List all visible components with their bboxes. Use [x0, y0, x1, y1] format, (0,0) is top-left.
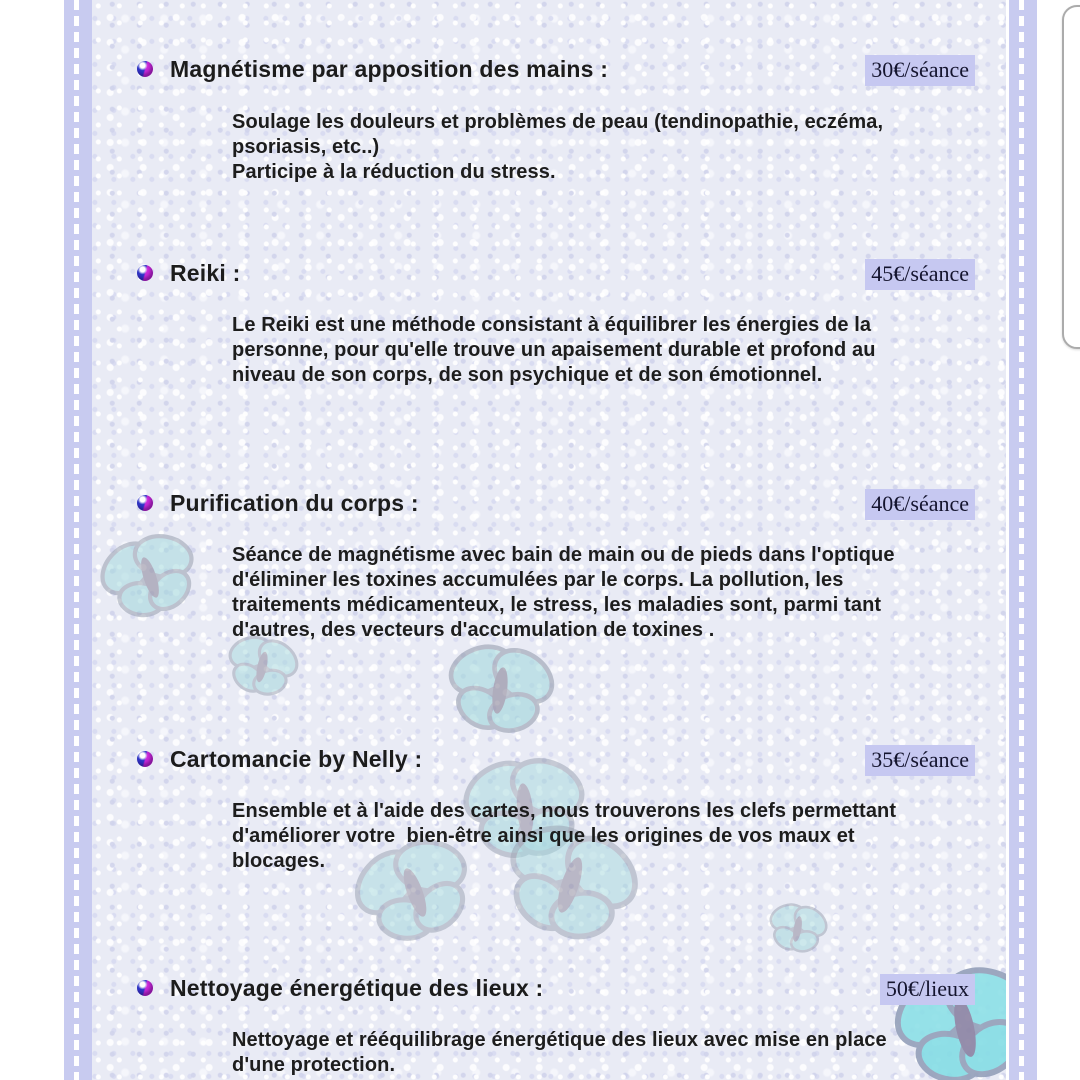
service-description-line: blocages. [232, 850, 326, 872]
service-description-line: d'une protection. [232, 1054, 396, 1076]
service-description-line: Séance de magnétisme avec bain de main ou de pieds dans l'optique [232, 544, 895, 566]
gem-bullet-icon [137, 61, 153, 77]
service-description [232, 110, 883, 185]
service-description-line: Le Reiki est une méthode consistant à équilibrer les énergies de la [232, 314, 872, 336]
butterfly-icon [92, 515, 217, 639]
service-description-line: d'éliminer les toxines accumulées par le corps. La pollution, les [232, 569, 844, 591]
service-row-nettoyage [92, 975, 1006, 1009]
service-row-reiki [92, 260, 1006, 294]
price-badge: 50€/lieux [880, 974, 975, 1005]
gem-bullet-icon [137, 265, 153, 281]
gem-bullet-icon [137, 751, 153, 767]
page-content [92, 0, 1006, 1080]
service-row-magnetisme [92, 56, 1006, 90]
butterfly-icon [760, 895, 834, 963]
service-description-line: Nettoyage et rééquilibrage énergétique des lieux avec mise en place [232, 1029, 887, 1051]
service-row-cartomancie [92, 746, 1006, 780]
price-badge: 40€/séance [865, 489, 975, 520]
service-description-line: d'autres, des vecteurs d'accumulation de toxines . [232, 619, 715, 641]
service-description [232, 313, 876, 388]
price-badge: 30€/séance [865, 55, 975, 86]
service-description-line: niveau de son corps, de son psychique et de son émotionnel. [232, 364, 823, 386]
service-description-line: d'améliorer votre bien-être ainsi que les origines de vos maux et [232, 825, 855, 847]
service-heading: Nettoyage énergétique des lieux : [170, 975, 544, 1001]
gem-bullet-icon [137, 980, 153, 996]
service-description [232, 1028, 887, 1078]
service-heading: Cartomancie by Nelly : [170, 746, 423, 772]
service-description-line: personne, pour qu'elle trouve un apaisement durable et profond au [232, 339, 876, 361]
service-heading: Purification du corps : [170, 490, 419, 516]
service-description-line: psoriasis, etc..) [232, 136, 380, 158]
gem-bullet-icon [137, 495, 153, 511]
service-row-purification [92, 490, 1006, 524]
price-badge: 45€/séance [865, 259, 975, 290]
butterfly-icon [433, 630, 566, 751]
service-description-line: Soulage les douleurs et problèmes de peau (tendinopathie, eczéma, [232, 111, 884, 133]
service-description [232, 799, 896, 874]
service-description-line: traitements médicamenteux, le stress, les maladies sont, parmi tant [232, 594, 882, 616]
page-border-left [64, 0, 95, 1080]
page-border-right [1006, 0, 1037, 1080]
service-heading: Reiki : [170, 260, 241, 286]
butterfly-icon [878, 946, 1006, 1080]
service-description [232, 543, 895, 643]
service-description-line: Participe à la réduction du stress. [232, 161, 556, 183]
service-heading: Magnétisme par apposition des mains : [170, 56, 609, 82]
service-description-line: Ensemble et à l'aide des cartes, nous trouverons les clefs permettant [232, 800, 897, 822]
price-badge: 35€/séance [865, 745, 975, 776]
scrollbar-thumb[interactable] [1062, 5, 1080, 349]
